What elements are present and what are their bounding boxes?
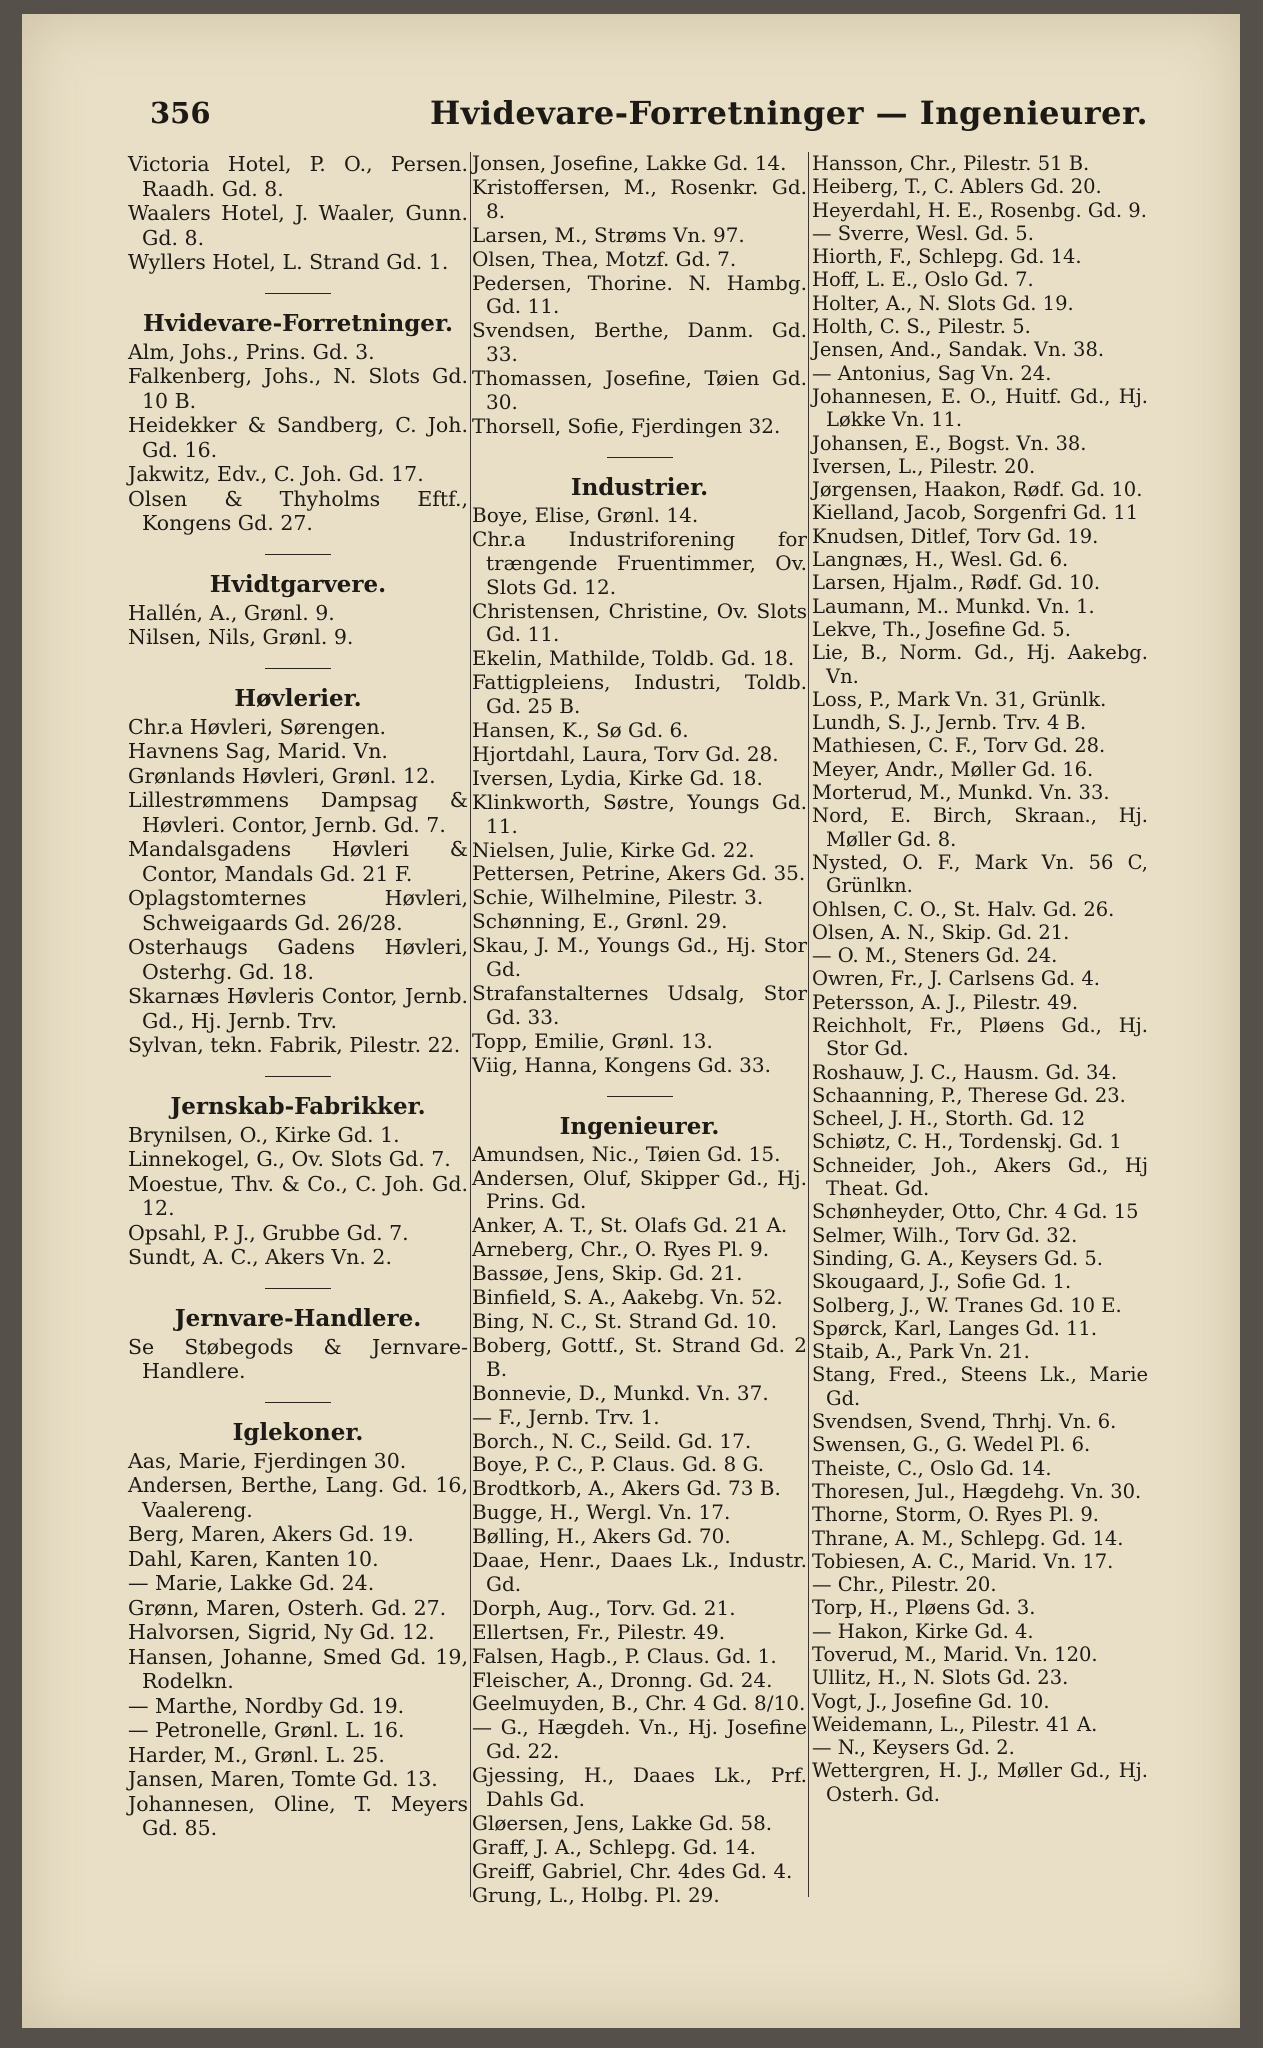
directory-entry: Mandalsgadens Høvleri & Contor, Mandals Gd. 21 F.: [128, 837, 468, 886]
directory-entry: Arneberg, Chr., O. Ryes Pl. 9.: [472, 1237, 770, 1262]
directory-entry: Berg, Maren, Akers Gd. 19.: [128, 1522, 414, 1546]
section-heading: Høvlerier.: [234, 684, 362, 712]
directory-entry: Heyerdahl, H. E., Rosenbg. Gd. 9.: [812, 198, 1147, 222]
directory-entry: Mathiesen, C. F., Torv Gd. 28.: [812, 734, 1106, 758]
directory-entry: Jonsen, Josefine, Lakke Gd. 14.: [472, 151, 787, 175]
directory-entry: Jensen, And., Sandak. Vn. 38.: [812, 338, 1105, 362]
section-divider: [265, 1076, 331, 1077]
directory-entry: Olsen, Thea, Motzf. Gd. 7.: [472, 246, 737, 271]
directory-entry: Strafanstalternes Udsalg, Stor Gd. 33.: [472, 981, 807, 1029]
directory-entry: Alm, Johs., Prins. Gd. 3.: [128, 339, 375, 364]
directory-entry: Falsen, Hagb., P. Claus. Gd. 1.: [472, 1643, 777, 1668]
directory-entry: Hansson, Chr., Pilestr. 51 B.: [812, 152, 1090, 175]
directory-entry: Morterud, M., Munkd. Vn. 33.: [812, 781, 1110, 805]
directory-entry: Greiff, Gabriel, Chr. 4des Gd. 4.: [472, 1858, 793, 1883]
directory-entry: — Chr., Pilestr. 20.: [812, 1573, 997, 1597]
directory-entry: Daae, Henr., Daaes Lk., Industr. Gd.: [472, 1548, 807, 1596]
directory-entry: Pettersen, Petrine, Akers Gd. 35.: [472, 861, 806, 886]
directory-entry: — Petronelle, Grønl. L. 16.: [128, 1718, 405, 1742]
directory-entry: Bonnevie, D., Munkd. Vn. 37.: [472, 1380, 769, 1405]
directory-entry: Thoresen, Jul., Hægdehg. Vn. 30.: [812, 1479, 1142, 1503]
page-number: 356: [150, 96, 211, 130]
directory-entry: Lundh, S. J., Jernb. Trv. 4 B.: [812, 711, 1087, 735]
directory-entry: Hansen, K., Sø Gd. 6.: [472, 718, 689, 743]
directory-entry: Waalers Hotel, J. Waaler, Gunn. Gd. 8.: [128, 201, 468, 250]
directory-entry: Fattigpleiens, Industri, Toldb. Gd. 25 B.: [472, 670, 807, 719]
directory-entry: Hallén, A., Grønl. 9.: [128, 600, 335, 625]
section-divider: [265, 668, 331, 669]
directory-entry: Dorph, Aug., Torv. Gd. 21.: [472, 1595, 736, 1620]
directory-entry: Pedersen, Thorine. N. Hambg. Gd. 11.: [472, 270, 807, 319]
directory-entry: Iversen, Lydia, Kirke Gd. 18.: [472, 765, 763, 790]
section-divider: [265, 293, 331, 294]
section-heading: Iglekoner.: [232, 1418, 364, 1446]
page-header: [22, 96, 1240, 146]
directory-entry: Gjessing, H., Daaes Lk., Prf. Dahls Gd.: [472, 1763, 807, 1812]
directory-entry: Roshauw, J. C., Hausm. Gd. 34.: [812, 1060, 1118, 1084]
directory-entry: Opsahl, P. J., Grubbe Gd. 7.: [128, 1220, 409, 1245]
directory-entry: — Hakon, Kirke Gd. 4.: [812, 1619, 1034, 1643]
section-heading: Industrier.: [570, 473, 709, 501]
directory-entry: Swensen, G., G. Wedel Pl. 6.: [812, 1433, 1091, 1457]
directory-entry: Wyllers Hotel, L. Strand Gd. 1.: [128, 250, 449, 274]
directory-entry: Skougaard, J., Sofie Gd. 1.: [812, 1270, 1072, 1294]
directory-entry: Topp, Emilie, Grønl. 13.: [472, 1028, 713, 1053]
directory-entry: Grønlands Høvleri, Grønl. 12.: [128, 763, 436, 788]
directory-entry: Dahl, Karen, Kanten 10.: [128, 1546, 379, 1571]
directory-entry: Schaanning, P., Therese Gd. 23.: [812, 1083, 1126, 1107]
directory-entry: Loss, P., Mark Vn. 31, Grünlk.: [812, 687, 1107, 711]
directory-entry: Grønn, Maren, Osterh. Gd. 27.: [128, 1595, 447, 1620]
directory-entry: Ohlsen, C. O., St. Halv. Gd. 26.: [812, 897, 1115, 921]
directory-entry: Chr.a Industriforening for trængende Fruentimmer, Ov. Slots Gd. 12.: [472, 526, 807, 599]
directory-entry: Meyer, Andr., Møller Gd. 16.: [812, 757, 1094, 781]
directory-entry: Kielland, Jacob, Sorgenfri Gd. 11: [812, 501, 1139, 525]
directory-entry: Schønheyder, Otto, Chr. 4 Gd. 15: [812, 1200, 1139, 1224]
directory-entry: Sylvan, tekn. Fabrik, Pilestr. 22.: [128, 1033, 461, 1057]
directory-entry: Nysted, O. F., Mark Vn. 56 C, Grünlkn.: [812, 850, 1148, 898]
directory-entry: Nord, E. Birch, Skraan., Hj. Møller Gd. 8.: [812, 804, 1148, 851]
directory-entry: Grung, L., Holbg. Pl. 29.: [472, 1882, 720, 1907]
directory-entry: Falkenberg, Johs., N. Slots Gd. 10 B.: [128, 364, 468, 413]
directory-entry: Svendsen, Svend, Thrhj. Vn. 6.: [812, 1410, 1117, 1434]
directory-entry: Schiøtz, C. H., Tordenskj. Gd. 1: [812, 1130, 1122, 1154]
directory-entry: Nilsen, Nils, Grønl. 9.: [128, 625, 354, 649]
directory-entry: Jansen, Maren, Tomte Gd. 13.: [128, 1767, 438, 1791]
directory-entry: Brynilsen, O., Kirke Gd. 1.: [128, 1122, 400, 1147]
directory-entry: Olsen, A. N., Skip. Gd. 21.: [812, 920, 1070, 944]
directory-entry: Bing, N. C., St. Strand Gd. 10.: [472, 1308, 778, 1333]
directory-entry: Viig, Hanna, Kongens Gd. 33.: [472, 1052, 771, 1077]
directory-entry: Jakwitz, Edv., C. Joh. Gd. 17.: [128, 462, 424, 486]
directory-entry: Brodtkorb, A., Akers Gd. 73 B.: [472, 1476, 781, 1501]
directory-entry: Skarnæs Høvleris Contor, Jernb. Gd., Hj. Jernb. Trv.: [128, 984, 468, 1033]
directory-entry: Fleischer, A., Dronng. Gd. 24.: [472, 1667, 773, 1692]
directory-entry: Jørgensen, Haakon, Rødf. Gd. 10.: [812, 478, 1143, 502]
directory-entry: Vogt, J., Josefine Gd. 10.: [812, 1689, 1050, 1713]
directory-entry: Johannesen, Oline, T. Meyers Gd. 85.: [128, 1791, 468, 1840]
directory-entry: Bølling, H., Akers Gd. 70.: [472, 1524, 731, 1549]
directory-entry: Sinding, G. A., Keysers Gd. 5.: [812, 1246, 1104, 1270]
directory-entry: Graff, J. A., Schlepg. Gd. 14.: [472, 1834, 757, 1859]
directory-entry: — Antonius, Sag Vn. 24.: [812, 361, 1052, 385]
directory-entry: Boye, P. C., P. Claus. Gd. 8 G.: [472, 1452, 765, 1477]
directory-entry: — Sverre, Wesl. Gd. 5.: [812, 221, 1034, 245]
page-title: Hvidevare-Forretninger — Ingenieurer.: [430, 94, 1149, 132]
directory-entry: Lie, B., Norm. Gd., Hj. Aakebg. Vn.: [812, 641, 1148, 688]
directory-entry: Lillestrømmens Dampsag & Høvleri. Contor, Jernb. Gd. 7.: [128, 788, 468, 837]
directory-entry: Klinkworth, Søstre, Youngs Gd. 11.: [472, 789, 807, 838]
directory-entry: Owren, Fr., J. Carlsens Gd. 4.: [812, 967, 1100, 991]
directory-entry: Heidekker & Sandberg, C. Joh. Gd. 16.: [128, 413, 468, 462]
directory-entry: Torp, H., Pløens Gd. 3.: [812, 1596, 1036, 1620]
section-divider: [265, 1402, 331, 1403]
section-heading: Ingenieurer.: [559, 1112, 720, 1140]
directory-entry: Larsen, Hjalm., Rødf. Gd. 10.: [812, 571, 1101, 595]
directory-entry: Schneider, Joh., Akers Gd., Hj Theat. Gd.: [812, 1153, 1148, 1201]
directory-entry: Olsen & Thyholms Eftf., Kongens Gd. 27.: [128, 486, 468, 535]
directory-entry: Holter, A., N. Slots Gd. 19.: [812, 291, 1074, 315]
directory-entry: Anker, A. T., St. Olafs Gd. 21 A.: [472, 1213, 788, 1238]
directory-entry: Nielsen, Julie, Kirke Gd. 22.: [472, 837, 755, 862]
directory-entry: Aas, Marie, Fjerdingen 30.: [128, 1448, 407, 1473]
directory-entry: — Marie, Lakke Gd. 24.: [128, 1571, 375, 1595]
directory-entry: Johansen, E., Bogst. Vn. 38.: [812, 431, 1087, 455]
column-2: [472, 152, 807, 1912]
directory-entry: Svendsen, Berthe, Danm. Gd. 33.: [472, 318, 807, 367]
directory-entry: Schie, Wilhelmine, Pilestr. 3.: [472, 885, 764, 910]
directory-entry: Andersen, Berthe, Lang. Gd. 16, Vaalereng.: [128, 1473, 468, 1522]
directory-entry: Boberg, Gottf., St. Strand Gd. 2 B.: [472, 1332, 807, 1381]
directory-entry: Gløersen, Jens, Lakke Gd. 58.: [472, 1811, 773, 1835]
directory-entry: Thorsell, Sofie, Fjerdingen 32.: [472, 413, 781, 438]
directory-entry: Ekelin, Mathilde, Toldb. Gd. 18.: [472, 646, 795, 671]
directory-entry: Scheel, J. H., Storth. Gd. 12: [812, 1107, 1086, 1131]
directory-entry: Halvorsen, Sigrid, Ny Gd. 12.: [128, 1620, 435, 1644]
directory-entry: Skau, J. M., Youngs Gd., Hj. Stor Gd.: [472, 933, 807, 982]
directory-entry: Hiorth, F., Schlepg. Gd. 14.: [812, 245, 1082, 269]
directory-entry: Binfield, S. A., Aakebg. Vn. 52.: [472, 1285, 783, 1310]
directory-entry: Spørck, Karl, Langes Gd. 11.: [812, 1316, 1098, 1340]
directory-entry: Knudsen, Ditlef, Torv Gd. 19.: [812, 524, 1099, 548]
directory-entry: Victoria Hotel, P. O., Persen. Raadh. Gd. 8.: [128, 152, 468, 201]
directory-entry: Hjortdahl, Laura, Torv Gd. 28.: [472, 741, 779, 766]
column-divider-left: [470, 152, 471, 1897]
directory-entry: Thomassen, Josefine, Tøien Gd. 30.: [472, 366, 807, 415]
section-heading: Jernskab-Fabrikker.: [170, 1092, 426, 1120]
directory-entry: Christensen, Christine, Ov. Slots Gd. 11.: [472, 598, 807, 647]
directory-entry: Tobiesen, A. C., Marid. Vn. 17.: [812, 1549, 1114, 1573]
directory-entry: Wettergren, H. J., Møller Gd., Hj. Osterh. Gd.: [812, 1759, 1148, 1806]
directory-entry: Andersen, Oluf, Skipper Gd., Hj. Prins. Gd.: [472, 1165, 807, 1214]
directory-entry: Toverud, M., Marid. Vn. 120.: [812, 1643, 1098, 1666]
section-divider: [607, 457, 673, 458]
directory-entry: Lekve, Th., Josefine Gd. 5.: [812, 617, 1071, 641]
directory-entry: Staib, A., Park Vn. 21.: [812, 1340, 1030, 1364]
directory-entry: Linnekogel, G., Ov. Slots Gd. 7.: [128, 1147, 451, 1171]
directory-entry: Se Støbegods & Jernvare-Handlere.: [128, 1334, 468, 1383]
section-heading: Hvidevare-Forretninger.: [143, 309, 453, 337]
directory-entry: Thorne, Storm, O. Ryes Pl. 9.: [812, 1503, 1099, 1527]
directory-entry: Amundsen, Nic., Tøien Gd. 15.: [472, 1141, 781, 1166]
directory-entry: Sundt, A. C., Akers Vn. 2.: [128, 1245, 392, 1269]
directory-entry: Iversen, L., Pilestr. 20.: [812, 454, 1036, 478]
directory-entry: Holth, C. S., Pilestr. 5.: [812, 315, 1031, 339]
directory-entry: Reichholt, Fr., Pløens Gd., Hj. Stor Gd.: [812, 1013, 1148, 1061]
section-divider: [607, 1096, 673, 1097]
directory-entry: Laumann, M.. Munkd. Vn. 1.: [812, 594, 1095, 618]
directory-entry: Oplagstomternes Høvleri, Schweigaards Gd. 26/28.: [128, 886, 468, 935]
directory-entry: Harder, M., Grønl. L. 25.: [128, 1742, 385, 1767]
directory-entry: Kristoffersen, M., Rosenkr. Gd. 8.: [472, 174, 807, 223]
directory-entry: Langnæs, H., Wesl. Gd. 6.: [812, 548, 1069, 572]
directory-entry: — G., Hægdeh. Vn., Hj. Josefine Gd. 22.: [472, 1715, 807, 1764]
directory-entry: — N., Keysers Gd. 2.: [812, 1736, 1015, 1760]
column-3: [812, 152, 1148, 1912]
directory-entry: Johannesen, E. O., Huitf. Gd., Hj. Løkke Vn. 11.: [812, 384, 1148, 432]
directory-entry: Larsen, M., Strøms Vn. 97.: [472, 222, 745, 247]
directory-entry: Solberg, J., W. Tranes Gd. 10 E.: [812, 1293, 1122, 1317]
column-1: [128, 152, 468, 1912]
directory-entry: Borch., N. C., Seild. Gd. 17.: [472, 1428, 752, 1453]
directory-entry: Schønning, E., Grønl. 29.: [472, 909, 728, 934]
directory-entry: Selmer, Wilh., Torv Gd. 32.: [812, 1223, 1078, 1247]
directory-entry: Bassøe, Jens, Skip. Gd. 21.: [472, 1261, 743, 1286]
directory-entry: — Marthe, Nordby Gd. 19.: [128, 1693, 405, 1718]
directory-entry: Chr.a Høvleri, Sørengen.: [128, 714, 387, 739]
directory-entry: — O. M., Steners Gd. 24.: [812, 944, 1058, 968]
directory-entry: Weidemann, L., Pilestr. 41 A.: [812, 1712, 1098, 1736]
directory-entry: Heiberg, T., C. Ablers Gd. 20.: [812, 175, 1102, 199]
directory-entry: Havnens Sag, Marid. Vn.: [128, 739, 388, 763]
column-divider-right: [808, 152, 809, 1897]
section-divider: [265, 554, 331, 555]
directory-entry: Theiste, C., Oslo Gd. 14.: [812, 1456, 1052, 1480]
section-heading: Hvidtgarvere.: [209, 570, 387, 598]
directory-entry: Thrane, A. M., Schlepg. Gd. 14.: [812, 1526, 1124, 1550]
directory-entry: Stang, Fred., Steens Lk., Marie Gd.: [812, 1363, 1148, 1410]
directory-entry: Boye, Elise, Grønl. 14.: [472, 502, 699, 527]
section-heading: Jernvare-Handlere.: [174, 1304, 422, 1332]
directory-entry: Ullitz, H., N. Slots Gd. 23.: [812, 1666, 1069, 1690]
directory-entry: Petersson, A. J., Pilestr. 49.: [812, 990, 1079, 1014]
directory-entry: Ellertsen, Fr., Pilestr. 49.: [472, 1619, 726, 1644]
directory-entry: Hoff, L. E., Oslo Gd. 7.: [812, 268, 1034, 292]
section-divider: [265, 1288, 331, 1289]
directory-entry: Bugge, H., Wergl. Vn. 17.: [472, 1500, 731, 1525]
directory-entry: Moestue, Thv. & Co., C. Joh. Gd. 12.: [128, 1171, 468, 1220]
directory-entry: — F., Jernb. Trv. 1.: [472, 1404, 660, 1429]
directory-entry: Geelmuyden, B., Chr. 4 Gd. 8/10.: [472, 1691, 806, 1716]
directory-entry: Osterhaugs Gadens Høvleri, Osterhg. Gd. 18.: [128, 935, 468, 984]
directory-entry: Hansen, Johanne, Smed Gd. 19, Rodelkn.: [128, 1644, 468, 1693]
